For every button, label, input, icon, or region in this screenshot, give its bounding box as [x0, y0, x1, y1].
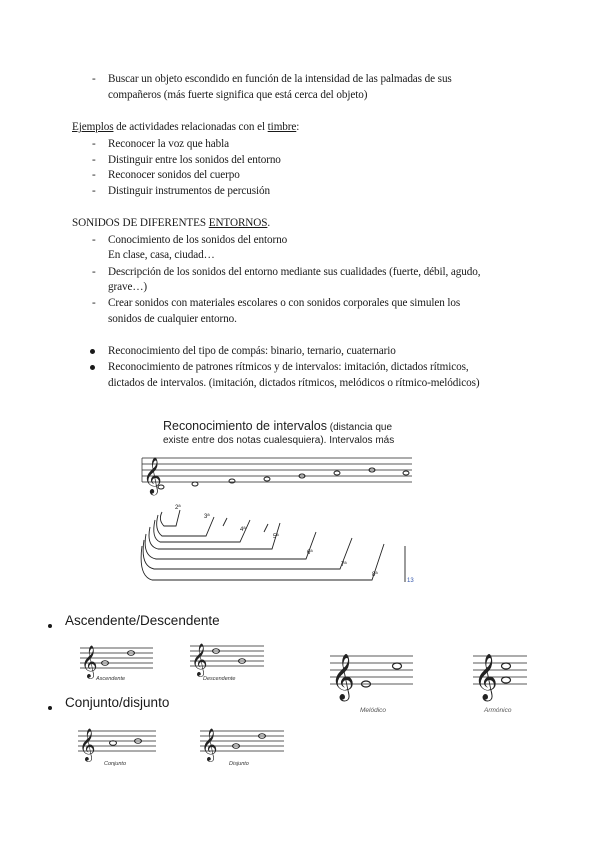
intervals-title-main: Reconocimiento de intervalos	[163, 419, 327, 433]
bullet-item: Reconocimiento del tipo de compás: binario, ternario, cuaternario	[108, 345, 396, 357]
dash-marker: -	[92, 266, 96, 278]
interval-brackets	[141, 510, 405, 582]
heading-end: :	[296, 121, 300, 133]
svg-text:𝄞: 𝄞	[331, 654, 355, 700]
list-item: Conocimiento de los sonidos del entorno	[108, 234, 288, 246]
list-item: Distinguir instrumentos de percusión	[108, 185, 271, 197]
interval-label: 5ª	[273, 534, 279, 540]
heading-start: SONIDOS DE DIFERENTES	[72, 217, 209, 229]
caption-disjunto: Disjunto	[229, 761, 249, 767]
staff-melodico	[330, 654, 413, 702]
staff-disjunto	[200, 728, 284, 762]
staff-ascendente	[80, 645, 153, 679]
caption-ascendente: Ascendente	[96, 676, 126, 682]
dash-marker: -	[92, 185, 96, 197]
bullet-dot	[48, 706, 52, 710]
interval-label: 3ª	[204, 514, 210, 520]
list-item-continuation: En clase, casa, ciudad…	[108, 249, 215, 261]
intervals-staff	[142, 458, 412, 482]
svg-text:𝄞: 𝄞	[191, 643, 208, 676]
svg-text:𝄞: 𝄞	[79, 728, 96, 761]
treble-clef-icon: 𝄞	[143, 456, 162, 494]
dash-marker: -	[92, 138, 96, 150]
bullet-dot	[48, 624, 52, 628]
svg-text:𝄞: 𝄞	[201, 728, 218, 761]
interval-label: 2ª	[175, 505, 181, 511]
conjunto-title: Conjunto/disjunto	[65, 695, 170, 710]
interval-label: 8ª	[372, 572, 378, 578]
dash-marker: -	[92, 297, 96, 309]
dash-marker: -	[92, 169, 96, 181]
staff-descendente	[190, 643, 264, 677]
heading-ejemplos: Ejemplos	[72, 121, 114, 133]
interval-label: 7ª	[341, 562, 347, 568]
list-item: Reconocer sonidos del cuerpo	[108, 169, 240, 181]
interval-label: 6ª	[307, 550, 313, 556]
dash-marker: -	[92, 73, 96, 85]
figure-page-number: 13	[407, 578, 414, 584]
bullet-item-continuation: dictados de intervalos. (imitación, dictados rítmicos, melódicos o rítmico-melódicos)	[108, 377, 480, 389]
intervals-title-paren: (distancia que	[326, 422, 393, 433]
list-item: Descripción de los sonidos del entorno mediante sus cualidades (fuerte, débil, agudo,	[108, 266, 481, 278]
list-item-continuation: compañeros (más fuerte significa que está cerca del objeto)	[108, 89, 368, 101]
dash-marker: -	[92, 234, 96, 246]
heading-timbre: timbre	[267, 121, 297, 133]
svg-text:𝄞: 𝄞	[474, 654, 498, 700]
caption-descendente: Descendente	[203, 676, 236, 682]
interval-label: 4ª	[240, 527, 246, 533]
list-item-continuation: sonidos de cualquier entorno.	[108, 313, 237, 325]
staff-conjunto	[78, 728, 156, 762]
list-item: Distinguir entre los sonidos del entorno	[108, 154, 281, 166]
dash-marker: -	[92, 154, 96, 166]
svg-text:𝄞: 𝄞	[81, 645, 98, 678]
list-item: Reconocer la voz que habla	[108, 138, 230, 150]
heading-entornos: ENTORNOS	[208, 217, 268, 229]
list-item: Buscar un objeto escondido en función de la intensidad de las palmadas de sus	[108, 73, 452, 85]
caption-conjunto: Conjunto	[104, 761, 127, 767]
list-item-continuation: grave…)	[108, 281, 148, 293]
staff-armonico	[473, 654, 527, 702]
caption-melodico: Melódico	[360, 707, 387, 714]
heading-middle: de actividades relacionadas con el	[113, 121, 268, 133]
ascendente-title: Ascendente/Descendente	[65, 613, 220, 628]
list-item: Crear sonidos con materiales escolares o con sonidos corporales que simulen los	[108, 297, 461, 309]
heading-end: .	[267, 217, 271, 229]
intervals-subtitle: existe entre dos notas cualesquiera). Intervalos más	[163, 435, 395, 446]
bullet-item: Reconocimiento de patrones rítmicos y de intervalos: imitación, dictados rítmicos,	[108, 361, 469, 373]
interval-notes	[158, 468, 409, 489]
caption-armonico: Armónico	[484, 707, 512, 714]
